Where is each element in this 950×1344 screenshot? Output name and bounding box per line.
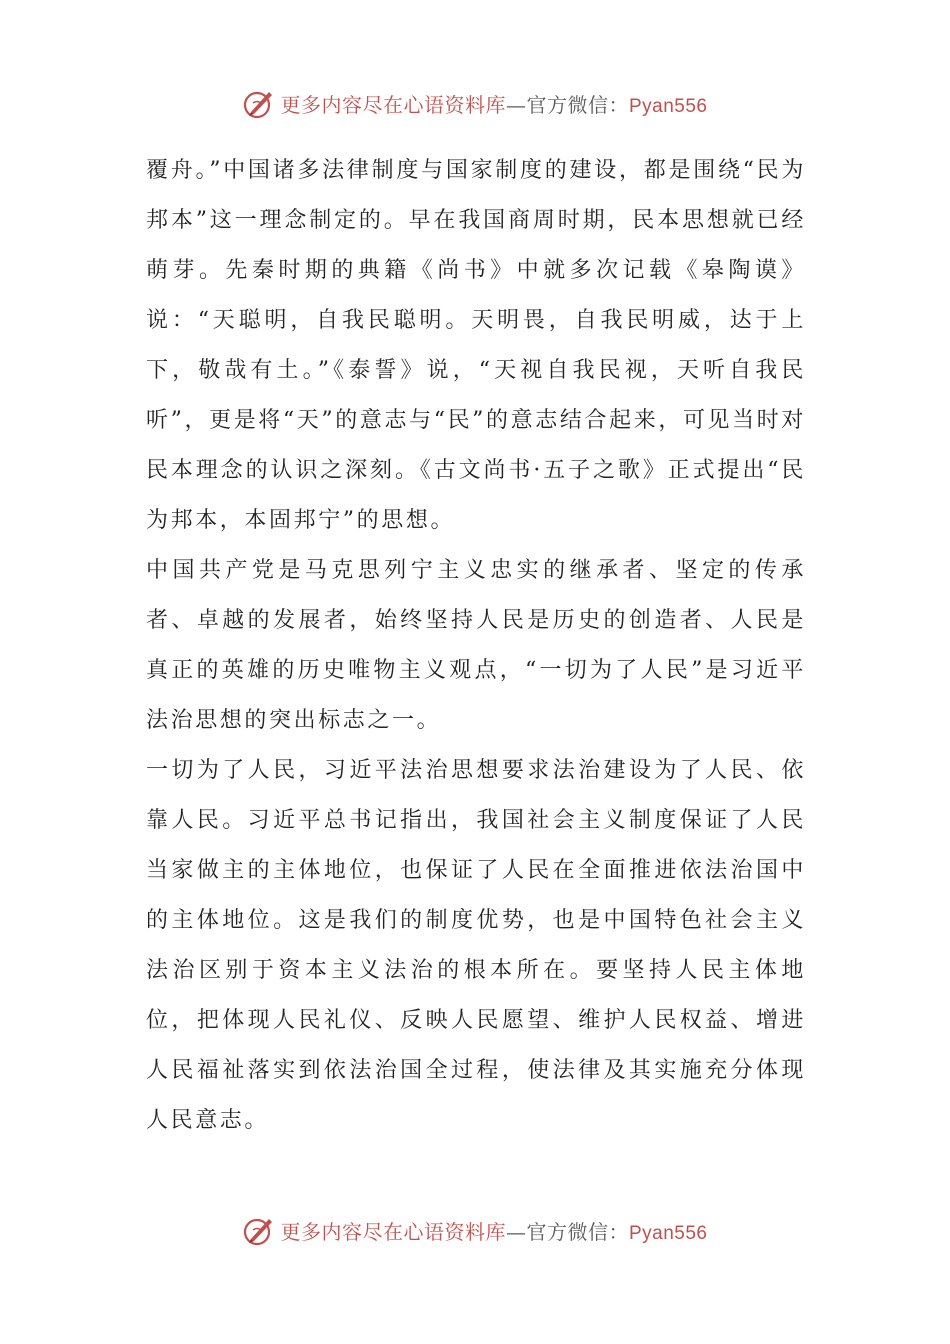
header-banner-dash: — <box>505 92 527 117</box>
header-banner-part2: 官方微信： <box>526 92 629 117</box>
paragraph-3: 一切为了人民，习近平法治思想要求法治建设为了人民、依靠人民。习近平总书记指出，我国社会主义制度保证了人民当家做主的主体地位，也保证了人民在全面推进依法治国中的主体地位。这是我们的制度优势，也是中国特色社会主义法治区别于资本主义法治的根本所在。要坚持人民主体地位，把体现人民礼仪、反映人民愿望、维护人民权益、增进人民福祉落实到依法治国全过程，使法律及其实施充分体现人民意志。 <box>146 758 806 1133</box>
header-banner-text <box>280 89 707 118</box>
pen-logo-icon <box>242 1213 276 1247</box>
pen-logo-icon <box>242 86 276 120</box>
document-body <box>146 146 806 1146</box>
footer-banner-part2: 官方微信： <box>526 1219 629 1244</box>
footer-banner-part1: 更多内容尽在心语资料库 <box>280 1219 506 1244</box>
paragraph-2: 中国共产党是马克思列宁主义忠实的继承者、坚定的传承者、卓越的发展者，始终坚持人民是历史的创造者、人民是真正的英雄的历史唯物主义观点，“一切为了人民”是习近平法治思想的突出标志之一。 <box>146 558 806 733</box>
footer-banner-dash: — <box>505 1219 527 1244</box>
header-banner-part1: 更多内容尽在心语资料库 <box>280 92 506 117</box>
header-banner <box>0 83 950 123</box>
footer-banner-wechat-id: Pyan556 <box>628 1222 708 1244</box>
footer-banner-text <box>280 1216 707 1245</box>
paragraph-1: 覆舟。”中国诸多法律制度与国家制度的建设，都是围绕“民为邦本”这一理念制定的。早在我国商周时期，民本思想就已经萌芽。先秦时期的典籍《尚书》中就多次记载《皋陶谟》说：“天聪明，自我民聪明。天明畏，自我民明威，达于上下，敬哉有土。”《泰誓》说，“天视自我民视，天听自我民听”，更是将“天”的意志与“民”的意志结合起来，可见当时对民本理念的认识之深刻。《古文尚书·五子之歌》正式提出“民为邦本，本固邦宁”的思想。 <box>146 158 806 533</box>
header-banner-wechat-id: Pyan556 <box>628 95 708 117</box>
footer-banner <box>0 1210 950 1250</box>
